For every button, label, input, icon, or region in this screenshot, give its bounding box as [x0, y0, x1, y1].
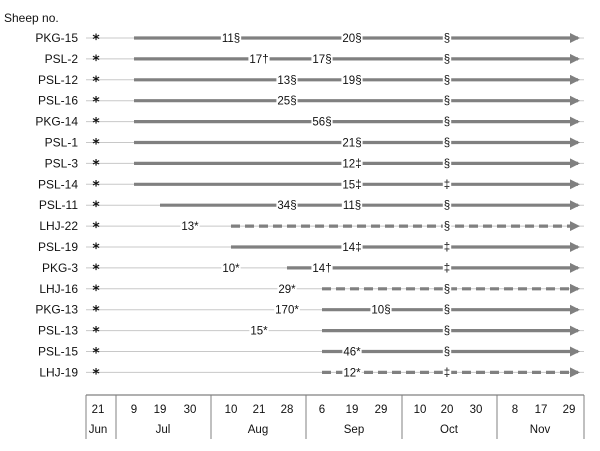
annotation-label: 25§ [277, 95, 297, 108]
annotation-label: 29* [278, 283, 296, 296]
sheep-id-label: LHJ-22 [39, 219, 78, 234]
annotation-label: ‡ [443, 367, 451, 380]
annotation-label: § [443, 304, 451, 317]
sheep-row [38, 345, 584, 362]
annotation-label: 12* [343, 367, 361, 380]
start-marker: * [92, 241, 100, 257]
sheep-id-label: PSL-2 [44, 51, 78, 66]
annotation-label: ‡ [443, 179, 451, 192]
annotation-label: 19§ [342, 74, 362, 87]
start-marker: * [92, 115, 100, 132]
annotation-label: § [443, 53, 451, 66]
sheep-id-label: LHJ-16 [39, 281, 78, 296]
sheep-row [38, 73, 584, 90]
annotation-label: 56§ [312, 116, 332, 129]
day-tick-label: 28 [280, 404, 294, 416]
sheep-id-label: PSL-1 [44, 135, 78, 150]
x-axis [86, 395, 584, 439]
sheep-id-label: PSL-12 [37, 72, 78, 87]
annotation-label: ‡ [443, 262, 451, 275]
sheep-row [38, 240, 584, 257]
sheep-row [35, 115, 584, 132]
day-tick-label: 10 [224, 404, 238, 416]
annotation-label: 14† [312, 262, 332, 275]
start-marker: * [92, 73, 100, 90]
annotation-label: § [443, 116, 451, 129]
start-marker: * [92, 366, 100, 383]
annotation-label: 10* [222, 262, 240, 275]
sheep-row [39, 198, 584, 215]
annotation-label: 46* [343, 346, 361, 359]
month-label: Sep [343, 424, 365, 436]
sheep-row [39, 282, 584, 299]
month-label: Oct [440, 424, 458, 436]
annotation-label: 12‡ [342, 158, 362, 171]
sheep-id-label: PSL-11 [38, 198, 78, 213]
annotation-label: § [443, 221, 451, 234]
sheep-id-label: PKG-3 [41, 260, 78, 275]
day-tick-label: 10 [413, 404, 427, 416]
sheep-row [45, 136, 584, 153]
sheep-row [45, 52, 584, 69]
annotation-label: § [443, 95, 451, 108]
sheep-row [39, 219, 584, 236]
start-marker: * [92, 303, 100, 320]
day-tick-label: 8 [511, 404, 519, 416]
annotation-label: 13§ [277, 74, 297, 87]
annotation-label: 14‡ [342, 242, 362, 254]
start-marker: * [92, 345, 100, 362]
annotation-label: § [443, 283, 451, 296]
sheep-row [39, 365, 584, 382]
annotation-label: § [443, 325, 451, 338]
day-tick-label: 19 [153, 404, 167, 416]
sheep-id-label: PSL-16 [37, 93, 78, 108]
sheep-row [35, 31, 584, 48]
sheep-row [38, 177, 584, 194]
annotation-label: 11§ [342, 200, 362, 213]
sheep-row [38, 94, 584, 111]
month-label: Nov [529, 424, 551, 436]
annotation-label: 13* [181, 221, 199, 234]
day-tick-label: 17 [534, 404, 548, 416]
sheep-id-label: PSL-3 [44, 156, 78, 171]
annotation-label: § [443, 74, 451, 87]
annotation-label: § [443, 137, 451, 150]
annotation-label: 170* [275, 304, 299, 317]
annotation-label: 11§ [221, 33, 241, 45]
annotation-label: 34§ [277, 200, 297, 213]
start-marker: * [92, 324, 100, 341]
y-axis-title: Sheep no. [4, 11, 59, 25]
day-tick-label: 21 [91, 404, 105, 416]
day-tick-label: 9 [130, 404, 138, 416]
start-marker: * [92, 261, 100, 278]
day-tick-label: 30 [183, 404, 197, 416]
annotation-label: 20§ [342, 33, 362, 45]
annotation-label: 15* [250, 325, 268, 338]
sheep-id-label: LHJ-19 [39, 365, 78, 380]
annotation-label: 17† [249, 53, 269, 66]
day-tick-label: 29 [374, 404, 388, 416]
day-tick-label: 20 [440, 404, 454, 416]
start-marker: * [92, 178, 100, 195]
start-marker: * [92, 282, 100, 299]
day-tick-label: 6 [318, 404, 326, 416]
start-marker: * [92, 220, 100, 237]
annotation-label: § [443, 346, 451, 359]
start-marker: * [92, 52, 100, 69]
start-marker: * [92, 32, 100, 48]
sheep-id-label: PSL-19 [37, 240, 78, 254]
sheep-row [42, 261, 584, 278]
annotation-label: § [443, 158, 451, 171]
month-label: Aug [247, 424, 269, 436]
annotation-label: 17§ [312, 53, 332, 66]
start-marker: * [92, 136, 100, 153]
sheep-id-label: PSL-14 [37, 177, 78, 192]
start-marker: * [92, 94, 100, 111]
sheep-row [35, 303, 584, 320]
sheep-id-label: PSL-13 [37, 323, 78, 338]
annotation-label: ‡ [443, 242, 451, 254]
sheep-row [38, 324, 584, 341]
annotation-label: § [443, 33, 451, 45]
sheep-id-label: PKG-13 [35, 302, 78, 317]
day-tick-label: 19 [345, 404, 359, 416]
start-marker: * [92, 157, 100, 174]
sheep-row [45, 156, 584, 173]
start-marker: * [92, 199, 100, 216]
annotation-label: 10§ [371, 304, 391, 317]
sheep-id-label: PKG-15 [35, 31, 78, 45]
day-tick-label: 29 [562, 404, 576, 416]
sheep-id-label: PKG-14 [35, 114, 78, 129]
annotation-label: 21§ [342, 137, 362, 150]
annotation-label: § [443, 200, 451, 213]
day-tick-label: 21 [252, 404, 266, 416]
day-tick-label: 30 [469, 404, 483, 416]
sheep-id-label: PSL-15 [37, 344, 78, 359]
annotation-label: 15‡ [342, 179, 362, 192]
month-label: Jul [155, 424, 171, 436]
month-label: Jun [88, 424, 108, 436]
sheep-rows [35, 31, 584, 382]
